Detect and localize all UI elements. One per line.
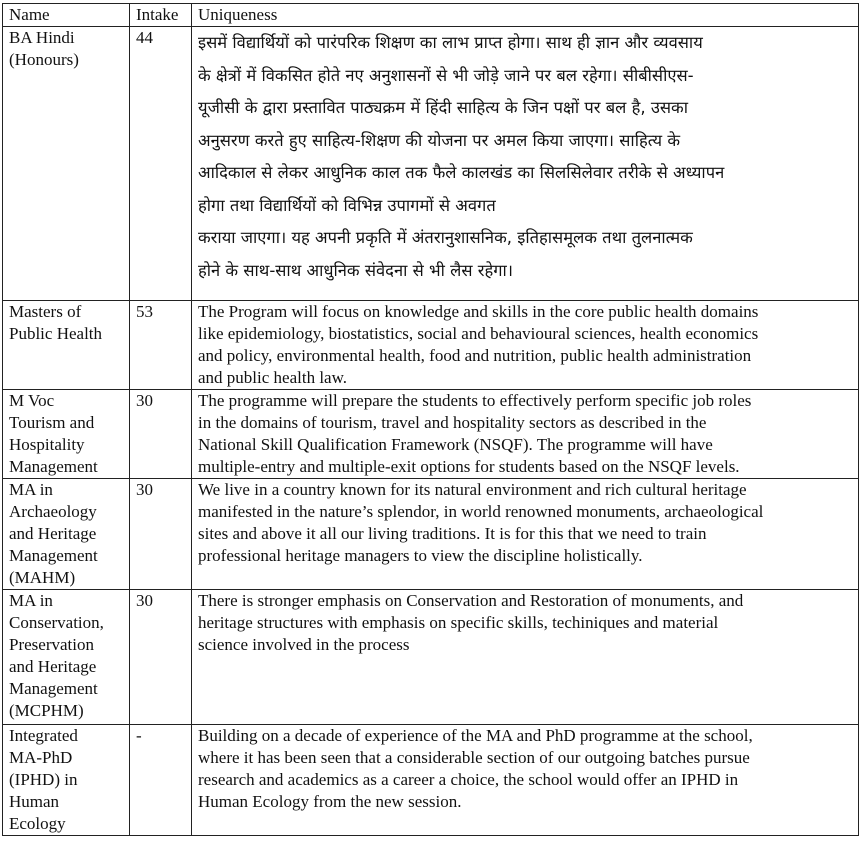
programme-uniqueness: Building on a decade of experience of the MA and PhD programme at the school, where it has been seen that a considerable section of our outgoing batches pursue research and academics as a career a choice, the school would offer an IPHD in Human Ecology from the new session.: [192, 725, 859, 836]
programme-intake: 30: [130, 479, 192, 590]
programme-name: MA in Conservation, Preservation and Heritage Management (MCPHM): [3, 590, 130, 725]
programme-uniqueness: The Program will focus on knowledge and skills in the core public health domains like epidemiology, biostatistics, social and behavioural sciences, health economics and policy, environmental health, food and nutrition, public health administration and public health law.: [192, 301, 859, 390]
programme-intake: 30: [130, 590, 192, 725]
programme-uniqueness: इसमें विद्यार्थियों को पारंपरिक शिक्षण का लाभ प्राप्त होगा। साथ ही ज्ञान और व्यवसाय के क्षेत्रों में विकसित होते नए अनुशासनों से भी जोड़े जाने पर बल रहेगा। सीबीसीएस- यूजीसी के द्वारा प्रस्तावित पाठ्यक्रम में हिंदी साहित्य के जिन पक्षों पर बल है, उसका अनुसरण करते हुए साहित्य-शिक्षण की योजना पर अमल किया जाएगा। साहित्य के आदिकाल से लेकर आधुनिक काल तक फैले कालखंड का सिलसिलेवार तरीके से अध्यापन होगा तथा विद्यार्थियों को विभिन्न उपागमों से अवगत कराया जाएगा। यह अपनी प्रकृति में अंतरानुशासनिक, इतिहासमूलक तथा तुलनात्मक होने के साथ-साथ आधुनिक संवेदना से भी लैस रहेगा।: [192, 27, 859, 301]
programme-intake: 30: [130, 390, 192, 479]
table-row: [3, 590, 859, 725]
programme-name: Masters of Public Health: [3, 301, 130, 390]
header-name: Name: [3, 4, 130, 27]
programme-name: M Voc Tourism and Hospitality Management: [3, 390, 130, 479]
programme-intake: 44: [130, 27, 192, 301]
table-row: [3, 479, 859, 590]
programme-uniqueness: We live in a country known for its natural environment and rich cultural heritage manifested in the nature’s splendor, in world renowned monuments, archaeological sites and above it all our living traditions. It is for this that we need to train professional heritage managers to view the discipline holistically.: [192, 479, 859, 590]
table-row: [3, 301, 859, 390]
programme-intake: 53: [130, 301, 192, 390]
header-intake: Intake: [130, 4, 192, 27]
header-uniqueness: Uniqueness: [192, 4, 859, 27]
programme-name: Integrated MA-PhD (IPHD) in Human Ecology: [3, 725, 130, 836]
programme-name: BA Hindi (Honours): [3, 27, 130, 301]
header-row: [3, 4, 859, 27]
programme-name: MA in Archaeology and Heritage Management (MAHM): [3, 479, 130, 590]
programme-uniqueness: The programme will prepare the students to effectively perform specific job roles in the domains of tourism, travel and hospitality sectors as described in the National Skill Qualification Framework (NSQF). The programme will have multiple-entry and multiple-exit options for students based on the NSQF levels.: [192, 390, 859, 479]
programme-uniqueness: There is stronger emphasis on Conservation and Restoration of monuments, and heritage structures with emphasis on specific skills, techiniques and material science involved in the process: [192, 590, 859, 725]
table-row: [3, 390, 859, 479]
table-row: [3, 725, 859, 836]
programme-intake: -: [130, 725, 192, 836]
table-row: [3, 27, 859, 301]
programmes-table: [2, 3, 859, 836]
